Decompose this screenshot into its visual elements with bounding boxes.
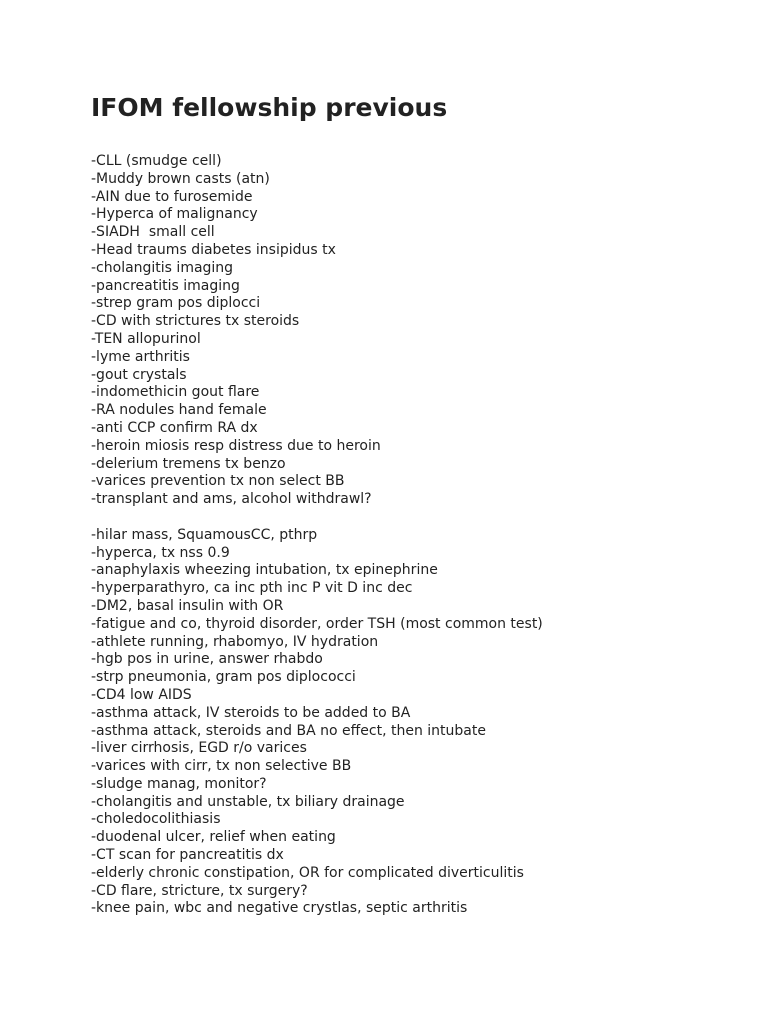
note-line: -choledocolithiasis	[91, 811, 221, 828]
note-line: -DM2, basal insulin with OR	[91, 597, 284, 614]
note-line: -AIN due to furosemide	[91, 188, 253, 205]
note-line: -heroin miosis resp distress due to heroin	[91, 437, 381, 454]
note-line: -asthma attack, IV steroids to be added to BA	[91, 704, 411, 721]
note-line: -athlete running, rhabomyo, IV hydration	[91, 633, 379, 650]
note-line: -anti CCP confirm RA dx	[91, 419, 258, 436]
note-line: -CD flare, stricture, tx surgery?	[91, 882, 308, 899]
note-line: -transplant and ams, alcohol withdrawl?	[91, 491, 372, 508]
note-line: -Muddy brown casts (atn)	[91, 170, 270, 187]
note-line: -varices with cirr, tx non selective BB	[91, 758, 352, 775]
note-line: -CLL (smudge cell)	[91, 153, 222, 169]
note-line: -anaphylaxis wheezing intubation, tx epinephrine	[91, 562, 438, 579]
note-line: -strep gram pos diplocci	[91, 295, 261, 312]
note-line: -gout crystals	[91, 366, 187, 383]
notes-list-section-1	[91, 153, 751, 509]
note-line: -Hyperca of malignancy	[91, 206, 258, 223]
note-line: -asthma attack, steroids and BA no effect, then intubate	[91, 722, 486, 739]
note-line: -lyme arthritis	[91, 348, 190, 365]
note-line: -RA nodules hand female	[91, 402, 267, 419]
note-line: -pancreatitis imaging	[91, 277, 240, 294]
note-line: -indomethicin gout flare	[91, 384, 260, 401]
note-line: -liver cirrhosis, EGD r/o varices	[91, 740, 307, 757]
notes-list-section-2	[91, 527, 751, 919]
note-line: -fatigue and co, thyroid disorder, order TSH (most common test)	[91, 615, 543, 632]
note-line: -strp pneumonia, gram pos diplococci	[91, 669, 356, 686]
document-page	[91, 93, 751, 918]
note-line: -hgb pos in urine, answer rhabdo	[91, 651, 323, 668]
note-line: -CD4 low AIDS	[91, 686, 192, 703]
note-line: -hyperparathyro, ca inc pth inc P vit D inc dec	[91, 580, 413, 597]
note-line: -SIADH small cell	[91, 224, 215, 241]
note-line: -duodenal ulcer, relief when eating	[91, 829, 336, 846]
note-line: -cholangitis and unstable, tx biliary drainage	[91, 793, 405, 810]
note-line: -hyperca, tx nss 0.9	[91, 544, 230, 561]
note-line: -TEN allopurinol	[91, 330, 201, 347]
note-line: -elderly chronic constipation, OR for complicated diverticulitis	[91, 864, 524, 881]
document-title: IFOM fellowship previous	[91, 93, 448, 122]
note-line: -varices prevention tx non select BB	[91, 473, 345, 490]
note-line: -CT scan for pancreatitis dx	[91, 847, 284, 864]
note-line: -cholangitis imaging	[91, 259, 234, 276]
note-line: -hilar mass, SquamousCC, pthrp	[91, 526, 318, 543]
note-line: -delerium tremens tx benzo	[91, 455, 286, 472]
note-line: -CD with strictures tx steroids	[91, 313, 300, 330]
note-line: -Head traums diabetes insipidus tx	[91, 241, 336, 258]
note-line: -knee pain, wbc and negative crystlas, septic arthritis	[91, 900, 468, 917]
note-line: -sludge manag, monitor?	[91, 775, 267, 792]
